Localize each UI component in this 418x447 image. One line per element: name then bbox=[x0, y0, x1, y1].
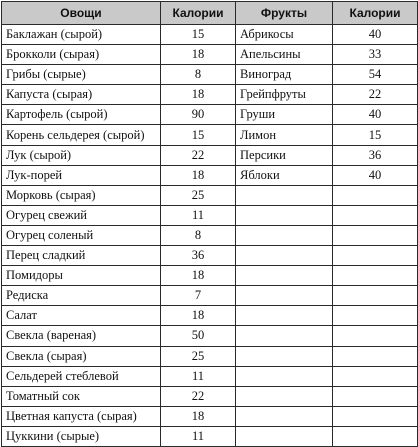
fruit-name-cell: Абрикосы bbox=[236, 25, 333, 45]
vegetable-name-cell: Огурец свежий bbox=[2, 205, 161, 225]
fruit-calories-cell: 22 bbox=[333, 85, 418, 105]
vegetable-calories-cell: 25 bbox=[161, 185, 236, 205]
table-row bbox=[2, 306, 418, 326]
header-vegetables: Овощи bbox=[2, 2, 161, 25]
fruit-calories-cell bbox=[333, 306, 418, 326]
vegetable-name-cell: Свекла (вареная) bbox=[2, 326, 161, 346]
vegetable-name-cell: Цветная капуста (сырая) bbox=[2, 406, 161, 426]
fruit-name-cell bbox=[236, 366, 333, 386]
fruit-calories-cell bbox=[333, 266, 418, 286]
table-row bbox=[2, 25, 418, 45]
fruit-name-cell bbox=[236, 246, 333, 266]
fruit-calories-cell: 15 bbox=[333, 125, 418, 145]
vegetable-name-cell: Свекла (сырая) bbox=[2, 346, 161, 366]
table-row bbox=[2, 125, 418, 145]
fruit-calories-cell bbox=[333, 286, 418, 306]
vegetable-name-cell: Лук-порей bbox=[2, 165, 161, 185]
vegetable-calories-cell: 25 bbox=[161, 346, 236, 366]
vegetable-calories-cell: 11 bbox=[161, 426, 236, 446]
fruit-calories-cell: 33 bbox=[333, 45, 418, 65]
vegetable-calories-cell: 18 bbox=[161, 266, 236, 286]
table-row bbox=[2, 266, 418, 286]
fruit-calories-cell bbox=[333, 246, 418, 266]
fruit-name-cell: Яблоки bbox=[236, 165, 333, 185]
fruit-calories-cell: 36 bbox=[333, 145, 418, 165]
table-row bbox=[2, 205, 418, 225]
fruit-calories-cell bbox=[333, 406, 418, 426]
vegetable-calories-cell: 8 bbox=[161, 225, 236, 245]
table-row bbox=[2, 225, 418, 245]
table-row bbox=[2, 426, 418, 446]
vegetable-calories-cell: 36 bbox=[161, 246, 236, 266]
fruit-name-cell bbox=[236, 306, 333, 326]
vegetable-name-cell: Салат bbox=[2, 306, 161, 326]
fruit-calories-cell bbox=[333, 225, 418, 245]
vegetable-calories-cell: 18 bbox=[161, 85, 236, 105]
vegetable-calories-cell: 18 bbox=[161, 406, 236, 426]
fruit-name-cell bbox=[236, 185, 333, 205]
table-row bbox=[2, 85, 418, 105]
vegetable-name-cell: Сельдерей стеблевой bbox=[2, 366, 161, 386]
vegetable-calories-cell: 18 bbox=[161, 165, 236, 185]
vegetable-name-cell: Грибы (сырые) bbox=[2, 65, 161, 85]
vegetable-calories-cell: 8 bbox=[161, 65, 236, 85]
table-row bbox=[2, 145, 418, 165]
fruit-name-cell bbox=[236, 225, 333, 245]
vegetable-calories-cell: 22 bbox=[161, 145, 236, 165]
table-row bbox=[2, 386, 418, 406]
fruit-name-cell: Грейпфруты bbox=[236, 85, 333, 105]
fruit-name-cell bbox=[236, 286, 333, 306]
fruit-calories-cell: 40 bbox=[333, 25, 418, 45]
fruit-calories-cell: 54 bbox=[333, 65, 418, 85]
vegetable-name-cell: Лук (сырой) bbox=[2, 145, 161, 165]
table-row bbox=[2, 185, 418, 205]
vegetable-name-cell: Помидоры bbox=[2, 266, 161, 286]
vegetable-name-cell: Морковь (сырая) bbox=[2, 185, 161, 205]
vegetable-name-cell: Картофель (сырой) bbox=[2, 105, 161, 125]
header-vegetable-calories: Калории bbox=[161, 2, 236, 25]
table-row bbox=[2, 326, 418, 346]
fruit-calories-cell bbox=[333, 205, 418, 225]
fruit-name-cell: Апельсины bbox=[236, 45, 333, 65]
header-row bbox=[2, 2, 418, 25]
vegetable-calories-cell: 15 bbox=[161, 25, 236, 45]
vegetable-name-cell: Корень сельдерея (сырой) bbox=[2, 125, 161, 145]
vegetable-name-cell: Томатный сок bbox=[2, 386, 161, 406]
vegetable-name-cell: Перец сладкий bbox=[2, 246, 161, 266]
fruit-calories-cell bbox=[333, 326, 418, 346]
vegetable-calories-cell: 18 bbox=[161, 45, 236, 65]
fruit-name-cell bbox=[236, 205, 333, 225]
table-row bbox=[2, 246, 418, 266]
vegetable-calories-cell: 50 bbox=[161, 326, 236, 346]
vegetable-calories-cell: 15 bbox=[161, 125, 236, 145]
vegetable-name-cell: Редиска bbox=[2, 286, 161, 306]
table-row bbox=[2, 286, 418, 306]
vegetable-name-cell: Брокколи (сырая) bbox=[2, 45, 161, 65]
table-row bbox=[2, 366, 418, 386]
table-body bbox=[2, 25, 418, 447]
table-row bbox=[2, 165, 418, 185]
fruit-name-cell: Виноград bbox=[236, 65, 333, 85]
table-row bbox=[2, 406, 418, 426]
fruit-calories-cell bbox=[333, 386, 418, 406]
fruit-name-cell bbox=[236, 426, 333, 446]
fruit-name-cell: Груши bbox=[236, 105, 333, 125]
table-row bbox=[2, 45, 418, 65]
fruit-name-cell bbox=[236, 406, 333, 426]
table-row bbox=[2, 105, 418, 125]
calorie-table bbox=[1, 1, 418, 447]
vegetable-name-cell: Огурец соленый bbox=[2, 225, 161, 245]
fruit-name-cell: Лимон bbox=[236, 125, 333, 145]
fruit-name-cell bbox=[236, 326, 333, 346]
fruit-name-cell bbox=[236, 266, 333, 286]
vegetable-calories-cell: 11 bbox=[161, 205, 236, 225]
fruit-calories-cell bbox=[333, 426, 418, 446]
fruit-calories-cell: 40 bbox=[333, 105, 418, 125]
vegetable-calories-cell: 90 bbox=[161, 105, 236, 125]
vegetable-name-cell: Баклажан (сырой) bbox=[2, 25, 161, 45]
fruit-name-cell: Персики bbox=[236, 145, 333, 165]
fruit-calories-cell bbox=[333, 346, 418, 366]
fruit-calories-cell: 40 bbox=[333, 165, 418, 185]
header-fruit-calories: Калории bbox=[333, 2, 418, 25]
vegetable-calories-cell: 7 bbox=[161, 286, 236, 306]
vegetable-calories-cell: 11 bbox=[161, 366, 236, 386]
vegetable-name-cell: Капуста (сырая) bbox=[2, 85, 161, 105]
table-row bbox=[2, 65, 418, 85]
fruit-name-cell bbox=[236, 386, 333, 406]
table-row bbox=[2, 346, 418, 366]
vegetable-name-cell: Цуккини (сырые) bbox=[2, 426, 161, 446]
fruit-calories-cell bbox=[333, 366, 418, 386]
header-fruits: Фрукты bbox=[236, 2, 333, 25]
vegetable-calories-cell: 18 bbox=[161, 306, 236, 326]
fruit-calories-cell bbox=[333, 185, 418, 205]
vegetable-calories-cell: 22 bbox=[161, 386, 236, 406]
fruit-name-cell bbox=[236, 346, 333, 366]
